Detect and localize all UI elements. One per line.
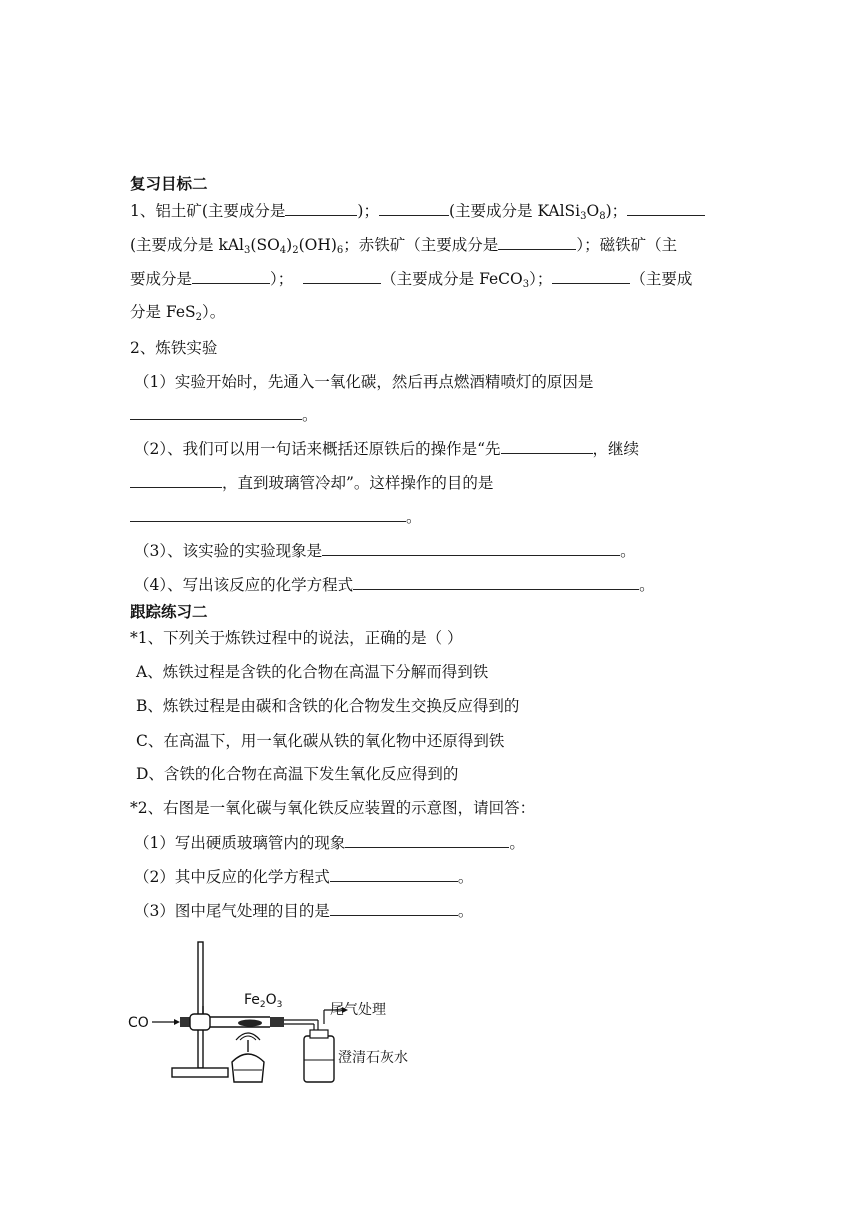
q1-line4: 分是 FeS$_2$）。 (130, 303, 226, 323)
stand-rod (198, 942, 203, 1068)
blank[interactable] (330, 866, 458, 882)
q1-line1: 1、铝土矿(主要成分是 )； (主要成分是 $KAlSi_3O_8$)； (130, 200, 705, 221)
apparatus-diagram (128, 940, 418, 1090)
blank[interactable] (552, 268, 630, 284)
limewater-bottle (304, 1036, 334, 1082)
q2-4-line: （4）、写出该反应的化学方程式 。 (134, 576, 655, 594)
q2-title: 2、炼铁实验 (130, 339, 218, 357)
alcohol-lamp (232, 1054, 264, 1082)
blank[interactable] (345, 832, 509, 848)
q2-1-answer: 。 (130, 404, 318, 425)
practice-q2: *2、右图是一氧化碳与氧化铁反应装置的示意图，请回答： (130, 799, 536, 817)
limewater-label: 澄清石灰水 (338, 1050, 408, 1066)
blank[interactable] (353, 574, 639, 590)
option-d: D、含铁的化合物在高温下发生氧化反应得到的 (136, 765, 459, 783)
q2-2-line3: 。 (130, 506, 422, 527)
stand-base (172, 1068, 228, 1077)
q1-line3: 要成分是 ）； （主要成分是 FeCO$_3$）； （主要成 (130, 270, 693, 290)
option-a: A、炼铁过程是含铁的化合物在高温下分解而得到铁 (136, 663, 489, 681)
blank[interactable] (130, 506, 406, 522)
blank[interactable] (130, 404, 302, 420)
option-b: B、炼铁过程是由碳和含铁的化合物发生交换反应得到的 (136, 697, 520, 715)
tail-gas-label: 尾气处理 (330, 1002, 386, 1018)
practice-q2-3: （3）图中尾气处理的目的是 。 (134, 902, 474, 920)
blank[interactable] (130, 472, 222, 488)
section-title-review-goal: 复习目标二 (130, 175, 208, 193)
blank[interactable] (285, 200, 357, 216)
fe2o3-label: $Fe_2O_3$ (244, 992, 283, 1010)
q1-line2: (主要成分是 $kAl_3(SO_4)_2(OH)_6$；赤铁矿（主要成分是 ）；磁铁矿（主 (130, 236, 678, 256)
blank[interactable] (501, 438, 593, 454)
blank[interactable] (330, 900, 458, 916)
blank[interactable] (322, 540, 620, 556)
fe2o3-sample (238, 1020, 262, 1027)
co-label: CO (128, 1015, 149, 1031)
blank[interactable] (303, 268, 381, 284)
practice-q2-1: （1）写出硬质玻璃管内的现象 。 (134, 834, 525, 852)
q2-1-text: （1）实验开始时，先通入一氧化碳，然后再点燃酒精喷灯的原因是 (134, 373, 594, 391)
blank[interactable] (627, 200, 705, 216)
blank[interactable] (192, 268, 270, 284)
practice-q2-2: （2）其中反应的化学方程式 。 (134, 868, 474, 886)
q2-3-line: （3）、该实验的实验现象是 。 (134, 542, 636, 560)
right-stopper (270, 1017, 284, 1027)
option-c: C、在高温下，用一氧化碳从铁的氧化物中还原得到铁 (136, 732, 505, 750)
clamp (190, 1014, 210, 1030)
blank[interactable] (379, 200, 449, 216)
q2-2-line2: ，直到玻璃管冷却”。这样操作的目的是 (130, 472, 493, 493)
blank[interactable] (498, 234, 576, 250)
q2-2-line1: （2）、我们可以用一句话来概括还原铁后的操作是“先 ，继续 (134, 440, 640, 458)
section-title-practice: 跟踪练习二 (130, 603, 208, 621)
practice-q1: *1、下列关于炼铁过程中的说法，正确的是（ ） (130, 629, 463, 647)
